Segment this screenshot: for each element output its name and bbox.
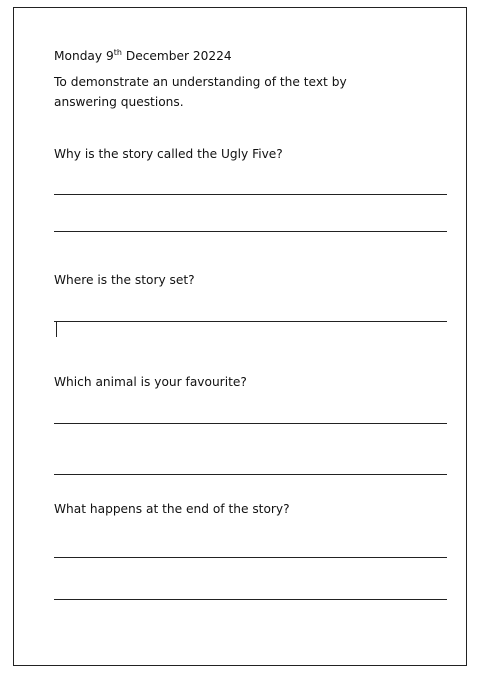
- date-day: Monday 9: [54, 49, 114, 63]
- answer-line-2a[interactable]: [54, 321, 447, 322]
- answer-line-1b[interactable]: [54, 231, 447, 232]
- answer-line-4a[interactable]: [54, 557, 447, 558]
- text-cursor: [56, 322, 57, 337]
- worksheet-page: [13, 7, 467, 666]
- question-4: What happens at the end of the story?: [54, 502, 290, 516]
- answer-line-1a[interactable]: [54, 194, 447, 195]
- date-ordinal: th: [113, 48, 122, 57]
- learning-objective: To demonstrate an understanding of the text by answering questions.: [54, 75, 347, 109]
- question-3: Which animal is your favourite?: [54, 375, 247, 389]
- answer-line-4b[interactable]: [54, 599, 447, 600]
- question-2: Where is the story set?: [54, 273, 195, 287]
- answer-line-3a[interactable]: [54, 423, 447, 424]
- date-month-year: December 20224: [121, 49, 232, 63]
- answer-line-3b[interactable]: [54, 474, 447, 475]
- date-heading: [54, 46, 232, 66]
- question-1: Why is the story called the Ugly Five?: [54, 147, 283, 161]
